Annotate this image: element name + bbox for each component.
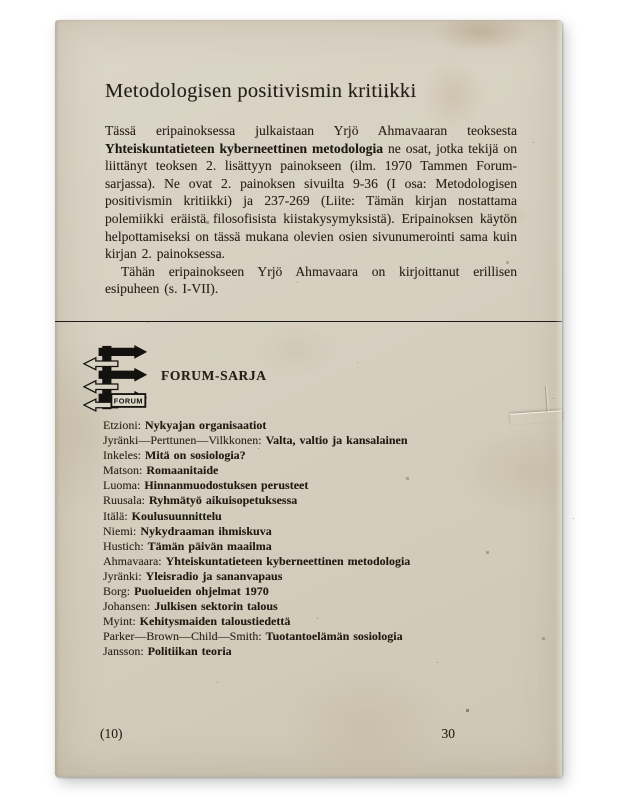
book-item [103,524,410,539]
paper-sheet [55,20,562,777]
intro-paragraph-rest: ne osat, jotka tekijä on liittänyt teoksen 2. lisättyyn painokseen (ilm. 1970 Tammen Forum-sarjassa). Ne ovat 2. painoksen sivuilta 9-36 (I osa: Metodologisen positivismin kritiikki) ja 237-269 (Liite: Tämän kirjan nostattama polemiikki eräistä filosofisista kiistakysymyksistä). Eripainoksen käytön helpottamiseksi on tässä mukana olevien osien sivunumerointi sama kuin kirjan 2. painoksessa. [105,140,517,262]
book-title: Valta, valtio ja kansalainen [265,433,408,448]
book-item [103,433,410,448]
book-author: Myint: [103,614,136,629]
book-title: Yhteiskuntatieteen kyberneettinen metodologia [165,553,411,568]
book-title: Julkisen sektorin talous [154,599,278,614]
preface-paragraph: Tähän eripainokseen Yrjö Ahmavaara on kirjoittanut erillisen esipuheen (s. I-VII). [105,263,517,297]
book-item [103,599,410,614]
book-title: Nykyajan organisaatiot [145,418,267,432]
book-item [103,463,410,478]
book-item [103,448,410,463]
book-list [103,418,410,660]
book-author: Matson: [103,463,143,478]
book-item [103,614,410,629]
book-item [103,569,410,584]
page-number-left: (10) [100,726,123,741]
book-author: Parker—Brown—Child—Smith: [103,629,262,644]
page-number-right: 30 [441,726,455,741]
book-title: Puolueiden ohjelmat 1970 [134,584,269,599]
intro-text-block [105,122,517,298]
referenced-book-title: Yhteiskuntatieteen kyberneettinen metodologia [105,140,384,156]
book-item [103,539,410,554]
book-author: Ahmavaara: [103,553,162,568]
book-author: Itälä: [103,508,128,523]
book-item [103,493,410,508]
divider-rule [55,321,562,322]
forum-logo-icon [83,342,149,414]
book-title: Politiikan teoria [147,644,232,659]
book-author: Hustich: [103,538,144,553]
book-author: Etzioni: [103,418,141,432]
book-title: Yleisradio ja sananvapaus [145,568,283,583]
intro-paragraph-start: Tässä eripainoksessa julkaistaan Yrjö Ahmavaaran teoksesta [105,123,517,138]
book-item [103,554,410,569]
book-title: Hinnanmuodostuksen perusteet [144,478,309,493]
book-title: Mitä on sosiologia? [145,448,246,463]
book-title: Kehitysmaiden taloustiedettä [139,614,291,629]
book-item [103,629,410,644]
book-author: Niemi: [103,523,137,538]
foxing-speckles [55,20,56,21]
page-footer [100,726,515,742]
book-item [103,644,410,659]
book-title: Romaanitaide [146,463,219,478]
book-author: Borg: [103,584,131,599]
book-item [103,478,410,493]
paper-crease [510,410,563,425]
book-author: Jyränki—Perttunen—Vilkkonen: [103,433,262,448]
book-item [103,418,410,433]
book-author: Jansson: [103,644,144,659]
series-name: FORUM-SARJA [161,368,267,383]
series-header [83,342,267,414]
book-item [103,584,410,599]
book-title: Tämän päivän maailma [147,538,272,553]
book-title: Tuotantoelämän sosiologia [265,629,403,644]
page-title: Metodologisen positivismin kritiikki [105,80,417,102]
intro-paragraph [105,122,517,263]
book-title: Ryhmätyö aikuisopetuksessa [149,493,298,508]
book-author: Ruusala: [103,493,145,508]
book-author: Luoma: [103,478,141,493]
book-title: Nykydraaman ihmiskuva [140,523,272,538]
book-author: Johansen: [103,599,151,614]
book-author: Inkeles: [103,448,141,463]
book-item [103,509,410,524]
book-title: Koulusuunnittelu [131,508,222,523]
forum-logo-label: FORUM [113,396,143,406]
book-author: Jyränki: [103,568,142,583]
